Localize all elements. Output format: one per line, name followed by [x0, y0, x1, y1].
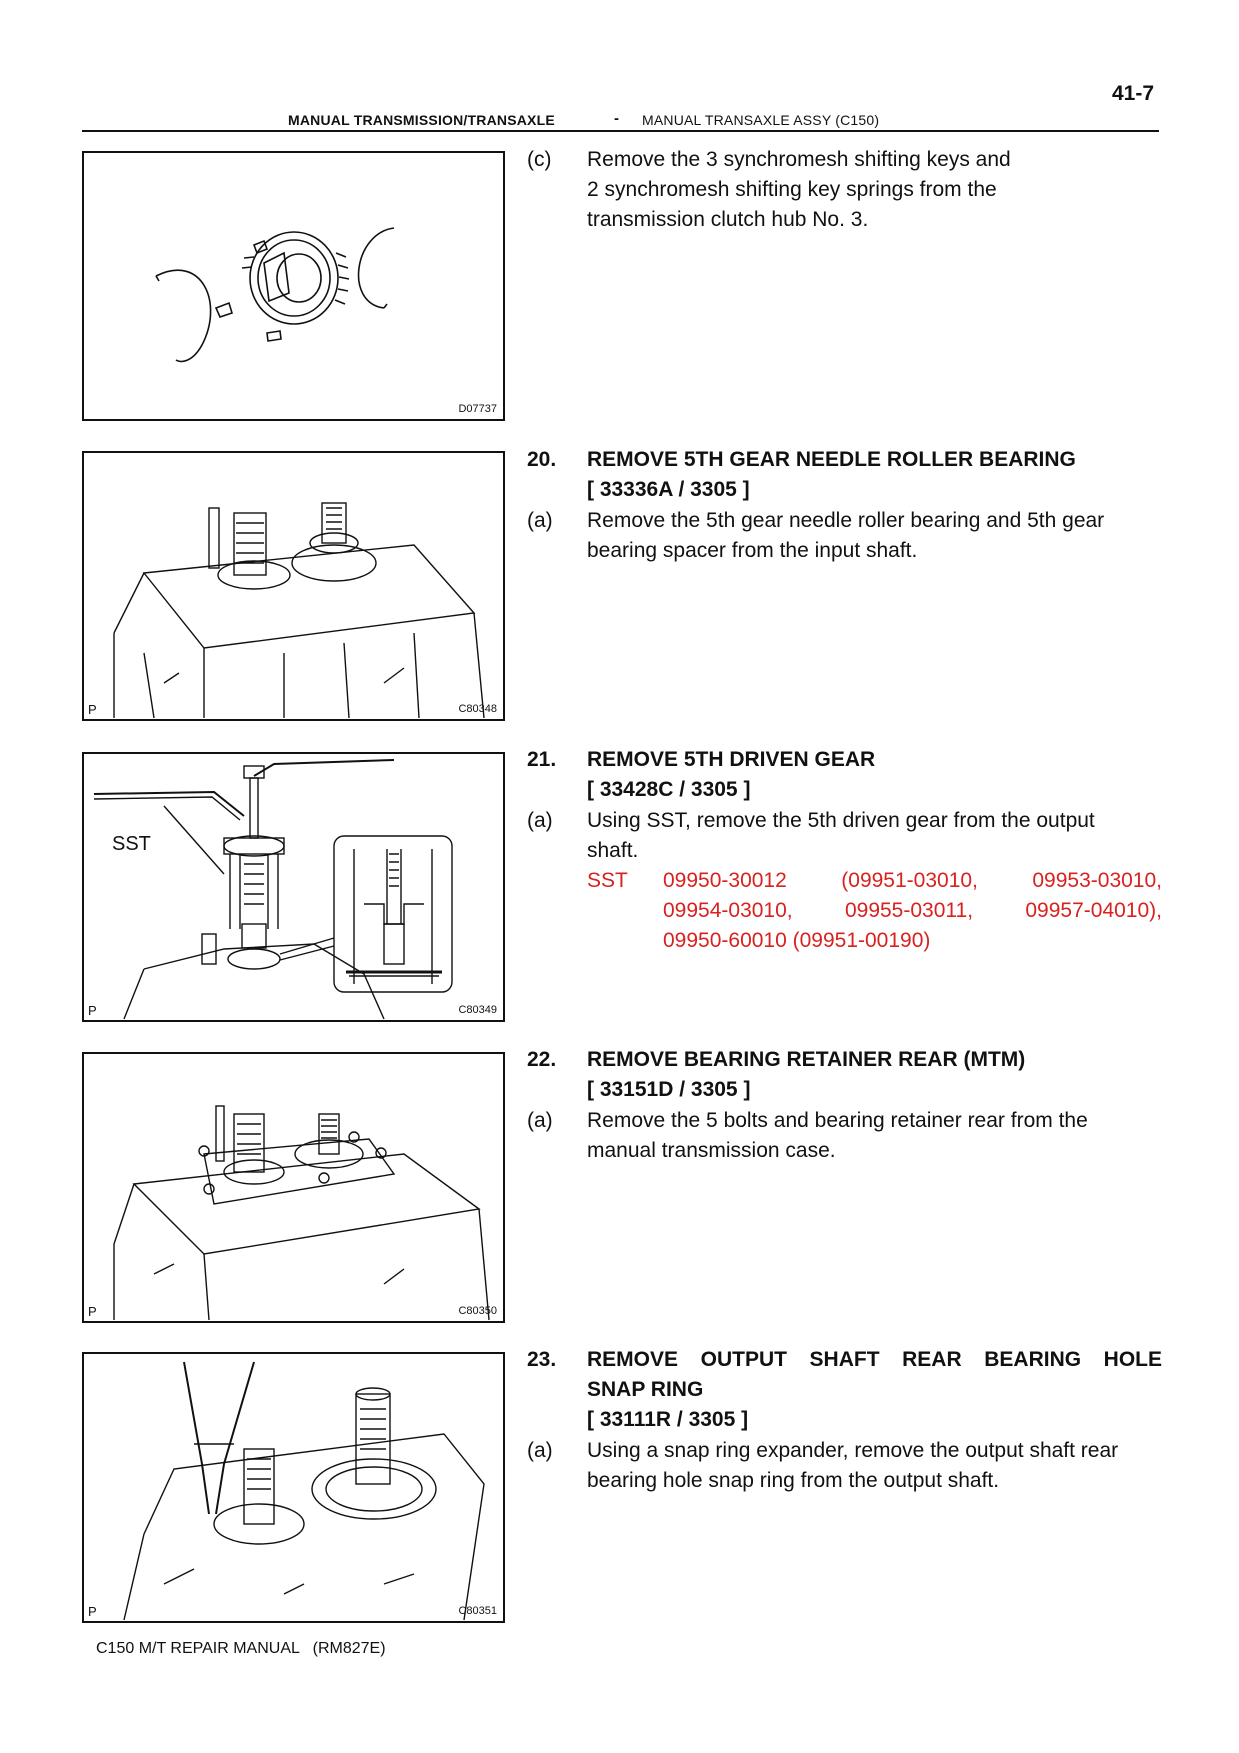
step-22-title: REMOVE BEARING RETAINER REAR (MTM) [587, 1048, 1026, 1071]
step-20-ref: [ 33336A / 3305 ] [587, 478, 750, 501]
synchro-keys-illustration [84, 153, 505, 421]
running-title: MANUAL TRANSMISSION/TRANSAXLE [288, 112, 555, 128]
figure-marker: P [88, 1604, 97, 1619]
figure-marker: P [88, 1003, 97, 1018]
figure-marker: P [88, 702, 97, 717]
step-20-a-line-2: bearing spacer from the input shaft. [587, 539, 918, 562]
figure-code: C80351 [458, 1605, 497, 1617]
step-20-number: 20. [527, 448, 557, 471]
step-21-a-label: (a) [527, 809, 553, 832]
step-22-ref: [ 33151D / 3305 ] [587, 1078, 751, 1101]
figure-synchro-keys [82, 151, 505, 421]
figure-code: C80350 [458, 1305, 497, 1317]
step-c-line-3: transmission clutch hub No. 3. [587, 208, 869, 231]
step-20-a-label: (a) [527, 509, 553, 532]
figure-sst-driven-gear [82, 752, 505, 1022]
step-23-number: 23. [527, 1348, 557, 1371]
step-21-title: REMOVE 5TH DRIVEN GEAR [587, 748, 876, 771]
step-22-a-label: (a) [527, 1109, 553, 1132]
step-22-a-line-1: Remove the 5 bolts and bearing retainer rear from the [587, 1109, 1088, 1132]
sst-numbers-line-3: 09950-60010 (09951-00190) [663, 929, 931, 952]
figure-code: C80348 [458, 703, 497, 715]
figure-needle-bearing [82, 451, 505, 721]
step-23-a-label: (a) [527, 1439, 553, 1462]
step-21-a-line-2: shaft. [587, 839, 639, 862]
step-23-a-line-1: Using a snap ring expander, remove the output shaft rear [587, 1439, 1119, 1462]
step-c-line-2: 2 synchromesh shifting key springs from the [587, 178, 997, 201]
step-23-ref: [ 33111R / 3305 ] [587, 1408, 749, 1431]
sst-label: SST [587, 869, 628, 892]
bearing-retainer-illustration [84, 1054, 505, 1323]
step-20-title: REMOVE 5TH GEAR NEEDLE ROLLER BEARING [587, 448, 1076, 471]
figure-marker: P [88, 1304, 97, 1319]
sst-numbers-line-2: 09954-03010, 09955-03011, 09957-04010), [663, 899, 1162, 922]
sst-callout-label: SST [112, 833, 151, 855]
step-22-number: 22. [527, 1048, 557, 1071]
figure-code: C80349 [458, 1004, 497, 1016]
needle-bearing-illustration [84, 453, 505, 721]
sst-numbers-line-1: 09950-30012 (09951-03010, 09953-03010, [663, 869, 1162, 892]
step-21-number: 21. [527, 748, 557, 771]
figure-bearing-retainer [82, 1052, 505, 1323]
step-21-ref: [ 33428C / 3305 ] [587, 778, 751, 801]
header-rule [82, 130, 1159, 132]
step-23-a-line-2: bearing hole snap ring from the output shaft. [587, 1469, 1000, 1492]
page-number: 41-7 [1112, 82, 1155, 105]
snap-ring-illustration [84, 1354, 505, 1623]
step-c-line-1: Remove the 3 synchromesh shifting keys and [587, 148, 1011, 171]
step-23-title-line-1: REMOVE OUTPUT SHAFT REAR BEARING HOLE [587, 1348, 1162, 1371]
step-c-label: (c) [527, 148, 552, 171]
running-subtitle: MANUAL TRANSAXLE ASSY (C150) [642, 112, 880, 128]
footer-manual-title: C150 M/T REPAIR MANUAL (RM827E) [96, 1640, 386, 1657]
step-22-a-line-2: manual transmission case. [587, 1139, 836, 1162]
figure-snap-ring [82, 1352, 505, 1623]
step-23-title-line-2: SNAP RING [587, 1378, 704, 1401]
sst-puller-illustration [84, 754, 505, 1022]
figure-code: D07737 [458, 403, 497, 415]
step-21-a-line-1: Using SST, remove the 5th driven gear from the output [587, 809, 1095, 832]
step-20-a-line-1: Remove the 5th gear needle roller bearing and 5th gear [587, 509, 1105, 532]
running-title-separator: - [614, 110, 619, 127]
